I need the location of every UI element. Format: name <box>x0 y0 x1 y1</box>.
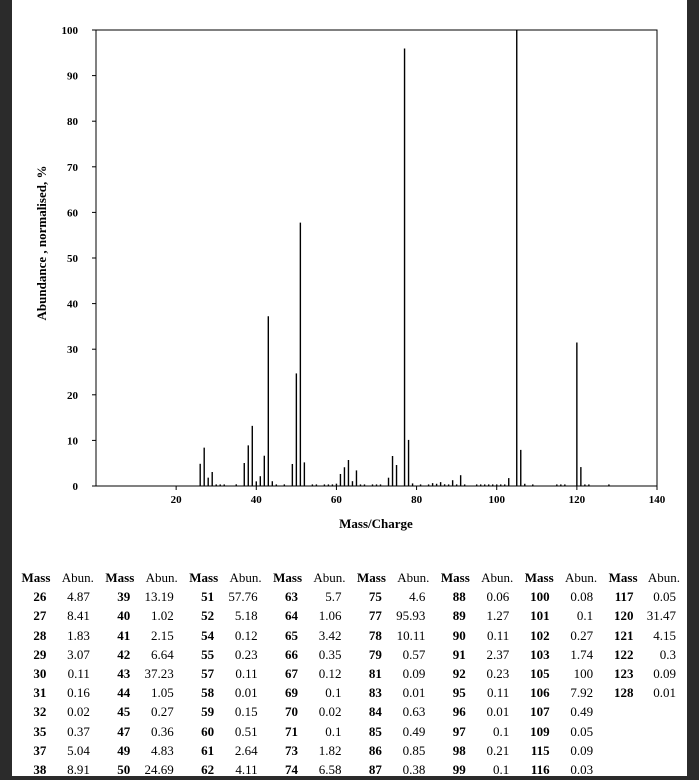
mass-cell: 44 <box>117 685 131 701</box>
mass-cell: 66 <box>285 646 299 662</box>
abundance-cell: 7.92 <box>570 685 594 701</box>
mass-cell: 43 <box>117 666 131 682</box>
y-tick-label: 100 <box>61 25 78 37</box>
mass-cell: 47 <box>117 723 131 739</box>
y-tick-label: 30 <box>67 344 78 357</box>
table-row <box>12 760 682 779</box>
abundance-cell: 0.09 <box>653 666 676 682</box>
mass-cell: 65 <box>285 627 299 643</box>
mass-cell: 51 <box>201 589 215 605</box>
abundance-cell: 0.35 <box>318 646 342 662</box>
abundance-cell: 0.12 <box>234 627 258 643</box>
mass-header: Mass <box>21 570 51 586</box>
mass-cell: 64 <box>285 608 299 624</box>
abundance-cell: 57.76 <box>228 589 258 605</box>
abundance-cell: 37.23 <box>144 666 174 682</box>
y-tick-label: 20 <box>67 389 78 402</box>
mass-cell: 99 <box>452 761 466 777</box>
abundance-cell: 0.15 <box>234 704 258 720</box>
abundance-cell: 0.16 <box>67 685 90 701</box>
abundance-cell: 0.27 <box>570 627 594 643</box>
mass-cell: 67 <box>285 666 299 682</box>
mass-cell: 61 <box>201 742 215 758</box>
mass-cell: 38 <box>33 761 47 777</box>
plot-area <box>96 30 657 486</box>
abundance-cell <box>640 741 682 760</box>
mass-cell: 29 <box>33 646 47 662</box>
x-tick-label: 80 <box>411 494 423 506</box>
y-tick-label: 0 <box>72 481 78 493</box>
abundance-cell: 0.1 <box>493 761 510 777</box>
mass-cell: 63 <box>285 589 299 605</box>
mass-cell: 26 <box>33 589 47 605</box>
abundance-cell: 1.83 <box>67 627 90 643</box>
abundance-cell: 2.15 <box>151 627 174 643</box>
mass-header: Mass <box>189 570 219 586</box>
mass-cell: 97 <box>452 723 466 739</box>
abundance-cell: 0.51 <box>234 723 258 739</box>
abundance-cell: 1.74 <box>570 646 594 662</box>
abundance-cell: 0.36 <box>151 723 174 739</box>
abundance-cell: 5.18 <box>234 608 258 624</box>
abundance-cell: 0.09 <box>402 666 426 682</box>
mass-cell: 106 <box>530 685 550 701</box>
mass-cell: 73 <box>285 742 299 758</box>
abundance-cell <box>640 702 682 721</box>
x-tick-label: 100 <box>488 494 505 506</box>
mass-cell: 101 <box>530 608 550 624</box>
y-axis-label: Abundance , normalised, % <box>34 165 49 321</box>
abundance-cell: 0.06 <box>486 589 510 605</box>
mass-cell: 70 <box>285 704 299 720</box>
abundance-cell: 95.93 <box>396 608 426 624</box>
mass-header: Mass <box>105 570 135 586</box>
abundance-cell: 1.27 <box>486 608 510 624</box>
y-tick-label: 70 <box>67 161 78 174</box>
abundance-cell: 100 <box>573 666 594 682</box>
abundance-cell: 0.49 <box>570 704 594 720</box>
mass-cell: 57 <box>201 666 215 682</box>
abundance-cell: 10.11 <box>396 627 426 643</box>
abundance-cell: 8.91 <box>67 761 90 777</box>
abundance-cell: 6.58 <box>318 761 342 777</box>
mass-cell: 79 <box>368 646 382 662</box>
abundance-cell: 0.08 <box>570 589 594 605</box>
x-axis-label: Mass/Charge <box>339 516 413 531</box>
abundance-cell: 0.02 <box>318 704 342 720</box>
abundance-cell: 1.02 <box>151 608 174 624</box>
mass-cell: 37 <box>33 742 47 758</box>
y-tick-label: 50 <box>67 253 78 265</box>
abundance-cell: 0.63 <box>402 704 426 720</box>
mass-cell: 39 <box>117 589 131 605</box>
abundance-cell: 1.06 <box>318 608 342 624</box>
abundance-cell: 0.12 <box>318 666 342 682</box>
abundance-cell: 0.21 <box>486 742 510 758</box>
abundance-cell <box>640 760 682 779</box>
x-tick-label: 140 <box>648 494 666 506</box>
abundance-header: Abun. <box>313 570 346 586</box>
table-row <box>12 606 682 625</box>
abundance-cell: 0.11 <box>235 666 258 682</box>
mass-cell: 78 <box>368 627 382 643</box>
mass-cell: 91 <box>452 646 466 662</box>
abundance-cell: 0.1 <box>576 608 594 624</box>
mass-abundance-table <box>12 568 687 779</box>
abundance-cell: 1.82 <box>318 742 342 758</box>
y-tick-label: 10 <box>67 435 78 448</box>
x-tick-label: 20 <box>170 494 182 506</box>
mass-cell: 105 <box>530 666 550 682</box>
mass-cell: 89 <box>452 608 466 624</box>
abundance-cell: 13.19 <box>144 589 174 605</box>
table-row <box>12 626 682 645</box>
abundance-cell: 0.05 <box>653 589 676 605</box>
mass-header: Mass <box>608 570 638 586</box>
abundance-cell: 0.1 <box>325 685 342 701</box>
figure-frame <box>12 0 687 776</box>
mass-cell: 77 <box>368 608 382 624</box>
mass-cell: 49 <box>117 742 131 758</box>
abundance-cell: 0.57 <box>402 646 426 662</box>
abundance-cell: 0.03 <box>570 761 594 777</box>
abundance-header: Abun. <box>229 570 262 586</box>
abundance-cell: 0.85 <box>402 742 426 758</box>
mass-cell: 58 <box>201 685 215 701</box>
mass-cell: 31 <box>33 685 47 701</box>
mass-cell: 86 <box>368 742 382 758</box>
abundance-cell: 0.37 <box>67 723 90 739</box>
mass-cell: 69 <box>285 685 299 701</box>
mass-cell: 109 <box>530 723 550 739</box>
mass-cell: 115 <box>530 742 550 758</box>
mass-cell: 45 <box>117 704 131 720</box>
mass-cell: 59 <box>201 704 215 720</box>
abundance-cell: 0.01 <box>486 704 510 720</box>
mass-cell: 62 <box>201 761 215 777</box>
mass-cell: 120 <box>614 608 634 624</box>
abundance-cell: 8.41 <box>67 608 90 624</box>
abundance-cell: 6.64 <box>151 646 174 662</box>
abundance-cell: 4.6 <box>409 589 426 605</box>
mass-cell: 74 <box>285 761 299 777</box>
abundance-cell: 0.11 <box>486 627 510 643</box>
table-row <box>12 741 682 760</box>
mass-cell <box>599 702 639 721</box>
abundance-cell: 0.1 <box>325 723 342 739</box>
abundance-cell: 0.01 <box>402 685 426 701</box>
abundance-cell: 3.42 <box>318 627 342 643</box>
mass-cell: 30 <box>33 666 47 682</box>
mass-cell: 95 <box>452 685 466 701</box>
abundance-header: Abun. <box>397 570 430 586</box>
abundance-cell: 2.37 <box>486 646 510 662</box>
abundance-cell: 0.05 <box>570 723 594 739</box>
mass-cell: 128 <box>614 685 634 701</box>
mass-cell <box>599 760 639 779</box>
abundance-cell: 0.49 <box>402 723 426 739</box>
mass-cell: 50 <box>117 761 131 777</box>
mass-cell: 52 <box>201 608 215 624</box>
mass-cell: 84 <box>368 704 382 720</box>
abundance-cell: 0.27 <box>151 704 174 720</box>
x-tick-label: 60 <box>330 494 342 506</box>
abundance-cell: 0.01 <box>653 685 676 701</box>
mass-cell: 28 <box>33 627 47 643</box>
abundance-cell: 5.04 <box>67 742 90 758</box>
mass-cell <box>599 741 639 760</box>
y-tick-label: 80 <box>67 116 78 129</box>
x-axis <box>171 486 666 506</box>
mass-cell: 41 <box>117 627 131 643</box>
abundance-cell: 0.11 <box>67 666 90 682</box>
mass-cell: 116 <box>530 761 550 777</box>
mass-cell: 83 <box>368 685 382 701</box>
mass-cell: 81 <box>368 666 382 682</box>
abundance-header: Abun. <box>481 570 514 586</box>
abundance-cell: 0.11 <box>486 685 510 701</box>
abundance-cell: 0.23 <box>486 666 510 682</box>
y-tick-label: 90 <box>67 70 78 83</box>
mass-header: Mass <box>273 570 303 586</box>
table-row <box>12 722 682 741</box>
x-tick-label: 40 <box>250 494 262 506</box>
mass-cell: 55 <box>201 646 215 662</box>
mass-cell: 60 <box>201 723 215 739</box>
mass-spectrum-chart <box>12 0 687 550</box>
mass-cell: 85 <box>368 723 382 739</box>
mass-cell: 107 <box>530 704 550 720</box>
abundance-header: Abun. <box>61 570 94 586</box>
y-axis <box>62 25 97 493</box>
mass-cell: 123 <box>614 666 634 682</box>
table-row <box>12 587 682 606</box>
mass-cell: 98 <box>452 742 466 758</box>
mass-cell: 27 <box>33 608 47 624</box>
mass-cell: 32 <box>33 704 47 720</box>
table-row <box>12 702 682 721</box>
abundance-cell: 5.7 <box>325 589 342 605</box>
mass-cell: 54 <box>201 627 215 643</box>
abundance-cell <box>640 722 682 741</box>
mass-cell: 87 <box>368 761 382 777</box>
mass-cell: 122 <box>614 646 634 662</box>
mass-cell: 35 <box>33 723 47 739</box>
table-row <box>12 645 682 664</box>
abundance-cell: 2.64 <box>234 742 258 758</box>
mass-cell: 117 <box>614 589 634 605</box>
abundance-cell: 0.01 <box>234 685 258 701</box>
y-tick-label: 40 <box>67 298 78 311</box>
mass-cell: 100 <box>530 589 550 605</box>
abundance-cell: 24.69 <box>144 761 174 777</box>
abundance-cell: 0.38 <box>402 761 426 777</box>
mass-cell: 103 <box>530 646 550 662</box>
mass-cell: 71 <box>285 723 299 739</box>
mass-cell: 75 <box>368 589 382 605</box>
abundance-cell: 31.47 <box>646 608 676 624</box>
abundance-header: Abun. <box>564 570 598 586</box>
abundance-cell: 0.02 <box>67 704 90 720</box>
abundance-cell: 0.23 <box>234 646 258 662</box>
abundance-cell: 4.15 <box>653 627 676 643</box>
mass-header: Mass <box>357 570 386 586</box>
abundance-header: Abun. <box>647 570 680 586</box>
mass-cell: 121 <box>614 627 634 643</box>
table-row <box>12 664 682 683</box>
table-header-row <box>12 568 682 587</box>
abundance-cell: 4.87 <box>67 589 90 605</box>
abundance-cell: 4.83 <box>151 742 174 758</box>
abundance-header: Abun. <box>145 570 178 586</box>
mass-cell: 92 <box>452 666 466 682</box>
mass-header: Mass <box>524 570 554 586</box>
abundance-cell: 4.11 <box>235 761 258 777</box>
mass-cell: 90 <box>452 627 466 643</box>
mass-cell: 102 <box>530 627 550 643</box>
mass-cell <box>599 722 639 741</box>
mass-cell: 42 <box>117 646 131 662</box>
mass-cell: 88 <box>452 589 466 605</box>
mass-cell: 40 <box>117 608 131 624</box>
abundance-cell: 1.05 <box>151 685 174 701</box>
y-tick-label: 60 <box>67 207 78 220</box>
x-tick-label: 120 <box>568 494 586 506</box>
mass-cell: 96 <box>452 704 466 720</box>
abundance-cell: 0.09 <box>570 742 594 758</box>
abundance-cell: 0.1 <box>493 723 510 739</box>
mass-header: Mass <box>440 570 470 586</box>
abundance-cell: 3.07 <box>67 646 90 662</box>
table-row <box>12 683 682 702</box>
abundance-cell: 0.3 <box>659 646 676 662</box>
